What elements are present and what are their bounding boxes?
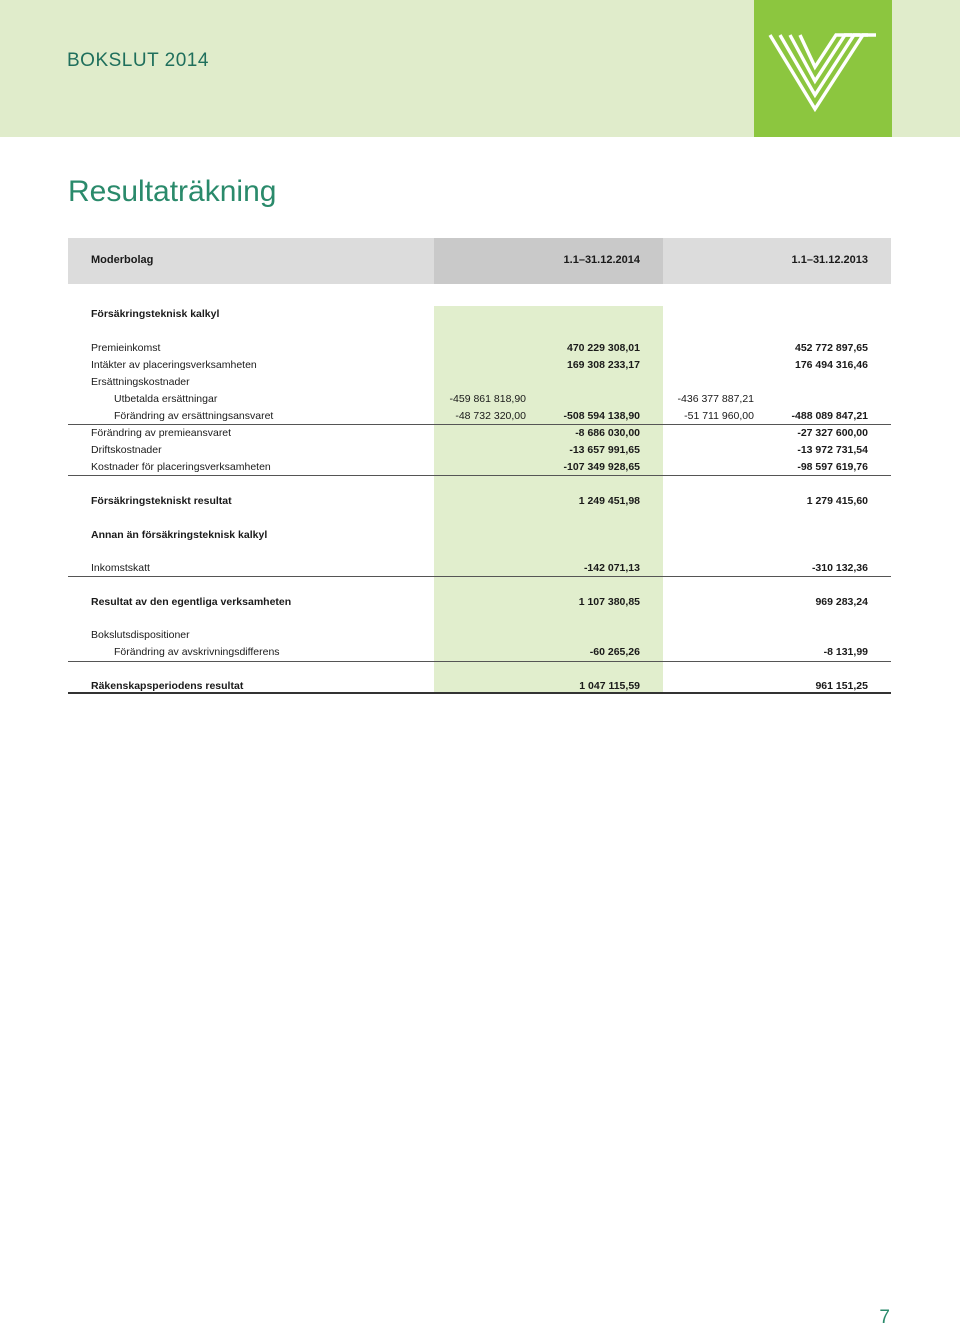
row-label: Premieinkomst [91, 342, 161, 354]
header-2014: 1.1–31.12.2014 [563, 254, 640, 266]
value-2014: -508 594 138,90 [563, 410, 640, 422]
value-2014: 1 047 115,59 [579, 680, 640, 692]
section-heading: Annan än försäkringsteknisk kalkyl [91, 529, 268, 541]
subvalue-2014: -459 861 818,90 [449, 393, 526, 405]
value-2013: -8 131,99 [823, 646, 868, 658]
row-label: Utbetalda ersättningar [114, 393, 218, 405]
section-heading: Försäkringsteknisk kalkyl [91, 308, 220, 320]
value-2014: 1 107 380,85 [578, 596, 640, 608]
value-2013: -13 972 731,54 [797, 444, 868, 456]
total-underline [68, 692, 891, 694]
row-label: Förändring av avskrivningsdifferens [114, 646, 280, 658]
value-2014: -8 686 030,00 [575, 427, 640, 439]
value-2013: -310 132,36 [811, 562, 868, 574]
page-title: Resultaträkning [68, 175, 277, 208]
row-label: Inkomstskatt [91, 562, 150, 574]
value-2013: 969 283,24 [815, 596, 868, 608]
value-2014: -142 071,13 [583, 562, 640, 574]
row-label: Förändring av premieansvaret [91, 427, 232, 439]
row-label: Ersättningskostnader [91, 376, 190, 388]
page-number: 7 [879, 1307, 890, 1328]
value-2014: 470 229 308,01 [567, 342, 640, 354]
value-2013: 961 151,25 [815, 680, 868, 692]
row-label: Försäkringstekniskt resultat [91, 495, 232, 507]
subvalue-2013: -51 711 960,00 [684, 410, 754, 422]
header-label: Moderbolag [91, 254, 154, 266]
row-label: Kostnader för placeringsverksamheten [91, 461, 271, 473]
report-title: BOKSLUT 2014 [67, 50, 209, 71]
v-logo-icon [768, 32, 878, 112]
row-label: Intäkter av placeringsverksamheten [91, 359, 257, 371]
value-2013: 452 772 897,65 [795, 342, 868, 354]
row-label: Driftskostnader [91, 444, 162, 456]
value-2013: -488 089 847,21 [791, 410, 868, 422]
value-2013: 176 494 316,46 [795, 359, 868, 371]
value-2013: -27 327 600,00 [797, 427, 868, 439]
row-label: Resultat av den egentliga verksamheten [91, 596, 292, 608]
row-divider [68, 576, 891, 577]
value-2014: 169 308 233,17 [567, 359, 640, 371]
subvalue-2014: -48 732 320,00 [455, 410, 526, 422]
row-divider [68, 661, 891, 662]
value-2013: 1 279 415,60 [806, 495, 868, 507]
value-2014: -13 657 991,65 [569, 444, 640, 456]
value-2014: -60 265,26 [589, 646, 640, 658]
value-2014: 1 249 451,98 [578, 495, 640, 507]
company-logo [754, 0, 892, 137]
row-label: Räkenskapsperiodens resultat [91, 680, 244, 692]
value-2014: -107 349 928,65 [563, 461, 640, 473]
subvalue-2013: -436 377 887,21 [677, 393, 754, 405]
value-2013: -98 597 619,76 [797, 461, 868, 473]
row-label: Bokslutsdispositioner [91, 629, 190, 641]
header-2013: 1.1–31.12.2013 [791, 254, 868, 266]
row-divider [68, 475, 891, 476]
row-label: Förändring av ersättningsansvaret [114, 410, 274, 422]
row-divider [68, 424, 891, 425]
